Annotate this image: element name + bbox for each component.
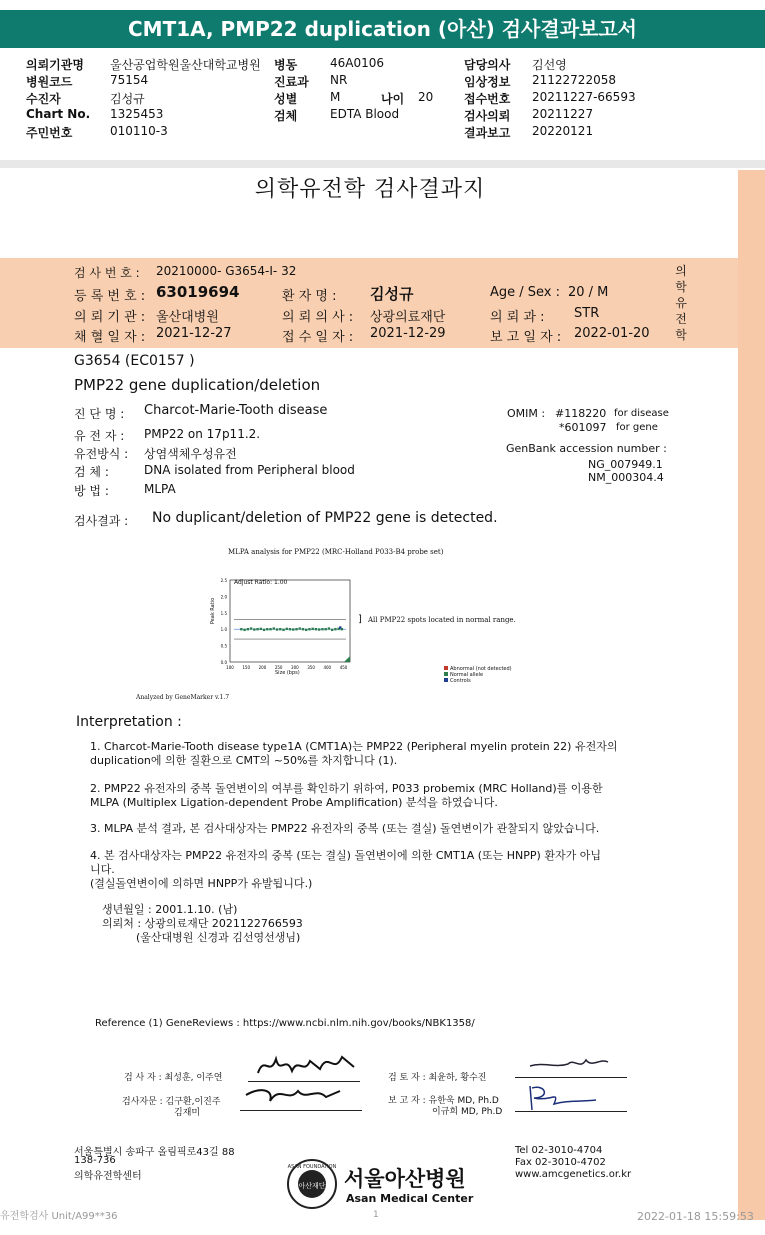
header-key: 의뢰기관명: [26, 58, 84, 72]
reporter-signature-icon: [520, 1080, 630, 1114]
specimen-label: 검 체 :: [74, 465, 109, 479]
x-tick-label: 250: [274, 665, 283, 670]
asan-seal-icon: [282, 1158, 342, 1210]
header-value: 46A0106: [330, 56, 385, 70]
header-info: [26, 56, 746, 141]
req-inst: 상광의료재단: [370, 310, 446, 325]
x-tick-label: 400: [323, 665, 332, 670]
exam-no-label: 검 사 번 호 :: [74, 266, 140, 280]
header-value: NR: [330, 73, 348, 87]
sig-line-4: [515, 1111, 627, 1112]
data-point: [331, 629, 333, 631]
address-1: 서울특별시 송파구 올림픽로43길 88: [74, 1147, 235, 1158]
specimen: DNA isolated from Peripheral blood: [144, 463, 355, 477]
data-point: [243, 629, 245, 631]
interp-1a: 1. Charcot-Marie-Tooth disease type1A (CMT1A)는 PMP22 (Peripheral myelin protein 22) 유전자의: [90, 740, 618, 753]
header-value: M: [330, 90, 341, 104]
genbank-1: NG_007949.1: [588, 458, 663, 471]
examiner-label: 검 사 자 : 최성훈, 이주연: [124, 1073, 223, 1083]
data-point: [302, 628, 304, 630]
header-value: EDTA Blood: [330, 107, 400, 121]
reference: Reference (1) GeneReviews : https://www.ncbi.nlm.nih.gov/books/NBK1358/: [95, 1018, 475, 1029]
draw-label: 채 혈 일 자 :: [74, 330, 146, 345]
birth-date: 생년월일 : 2001.1.10. (남): [102, 903, 238, 916]
side-char: 학: [675, 280, 687, 294]
header-value: 21122722058: [532, 73, 616, 87]
interp-2a: 2. PMP22 유전자의 중복 돌연변이의 여부를 확인하기 위하여, P033 probemix (MRC Holland)를 이용한: [90, 782, 603, 795]
header-value: 20211227: [532, 107, 594, 121]
patient-name: 김성규: [370, 285, 414, 303]
method-label: 방 법 :: [74, 484, 109, 498]
cosign-2: 김재미: [174, 1108, 201, 1118]
header-value: 20220121: [532, 124, 594, 138]
reviewer-label: 검 토 자 : 최윤하, 황수진: [388, 1073, 487, 1083]
data-point: [247, 628, 249, 630]
report-date: 2022-01-20: [574, 326, 650, 341]
gene: PMP22 on 17p11.2.: [144, 427, 261, 441]
seal-inner-text: 아산재단: [298, 1182, 326, 1190]
data-point: [334, 628, 336, 630]
header-value: 김성규: [110, 92, 145, 106]
x-tick-label: 150: [242, 665, 251, 670]
side-char: 의: [675, 264, 687, 278]
data-point: [266, 628, 268, 630]
header-key: 진료과: [274, 75, 309, 89]
agesex: 20 / M: [568, 285, 609, 300]
header-key: 결과보고: [464, 126, 511, 140]
data-point: [253, 628, 255, 630]
data-point: [286, 628, 288, 630]
x-tick-label: 100: [226, 665, 234, 670]
header-key: 나이: [381, 92, 405, 106]
data-point: [315, 628, 317, 630]
fax: Fax 02-3010-4702: [515, 1157, 606, 1168]
data-point: [324, 628, 326, 630]
bracket: ]: [358, 614, 362, 625]
req-org: 울산대병원: [156, 310, 219, 325]
header-key: 검사의뢰: [464, 109, 511, 123]
sig-line-3: [515, 1077, 627, 1078]
interp-2b: MLPA (Multiplex Ligation-dependent Probe Amplification) 분석을 하였습니다.: [90, 796, 498, 809]
recv-label: 접 수 일 자 :: [282, 330, 354, 345]
header-row: [26, 124, 746, 141]
data-point: [276, 628, 278, 630]
header-row: [26, 90, 746, 107]
interpretation-title: Interpretation :: [76, 714, 182, 730]
omim-gene-note: for gene: [616, 422, 658, 433]
omim-gene: *601097: [559, 421, 607, 434]
side-char: 전: [675, 312, 687, 326]
y-tick-label: 0.0: [220, 660, 227, 665]
report-title: CMT1A, PMP22 duplication (아산) 검사결과보고서: [0, 10, 765, 48]
legend-abnormal: Abnormal (not detected): [444, 666, 512, 672]
legend-controls: Controls: [444, 678, 512, 684]
side-label: [674, 263, 688, 343]
legend: [444, 666, 512, 684]
omim-disease: #118220: [555, 407, 607, 420]
x-tick-label: 350: [307, 665, 315, 670]
data-point: [312, 628, 314, 630]
legend-normal: Normal allele: [444, 672, 512, 678]
header-key: 담당의사: [464, 58, 511, 72]
header-value: 울산공업학원울산대학교병원: [110, 58, 261, 72]
y-axis-label: Peak Ratio: [210, 597, 217, 625]
report-label: 보 고 일 자 :: [490, 330, 562, 345]
y-tick-label: 1.0: [220, 627, 227, 633]
page-number: 1: [373, 1210, 379, 1220]
x-axis-label: Size (bps): [275, 670, 300, 676]
genbank-label: GenBank accession number :: [506, 442, 667, 455]
omim-disease-note: for disease: [614, 408, 669, 419]
data-point: [321, 628, 323, 630]
dept: STR: [574, 306, 600, 321]
cosign-label: 검사자문 : 김구환,이진주: [122, 1097, 221, 1107]
data-point: [289, 628, 291, 630]
diag-label: 진 단 명 :: [74, 407, 125, 421]
header-key: 접수번호: [464, 92, 511, 106]
header-value: 20211227-66593: [532, 90, 636, 104]
website: www.amcgenetics.or.kr: [515, 1169, 632, 1180]
exam-no: 20210000- G3654-I- 32: [156, 264, 297, 278]
reporter-label: 보 고 자 : 유한욱 MD, Ph.D: [388, 1096, 499, 1106]
diagnosis: Charcot-Marie-Tooth disease: [144, 403, 328, 418]
data-point: [263, 629, 265, 631]
header-row: [26, 56, 746, 73]
x-tick-label: 450: [339, 665, 348, 670]
agesex-label: Age / Sex :: [490, 285, 561, 300]
data-point: [256, 628, 258, 630]
draw-date: 2021-12-27: [156, 326, 232, 341]
reg-no-label: 등 록 번 호 :: [74, 289, 146, 304]
header-key: 병동: [274, 58, 298, 72]
side-stripe: [738, 170, 765, 1220]
interp-1b: duplication에 의한 질환으로 CMT의 ~50%를 차지합니다 (1).: [90, 754, 398, 767]
data-point: [279, 628, 281, 630]
data-point: [328, 627, 330, 629]
data-point: [318, 628, 320, 630]
side-char: 학: [675, 328, 687, 342]
result-label: 검사결과 :: [74, 514, 129, 528]
req-org-label: 의 뢰 기 관 :: [74, 310, 146, 325]
interp-3: 3. MLPA 분석 결과, 본 검사대상자는 PMP22 유전자의 중복 (또는 결실) 돌연변이가 관찰되지 않았습니다.: [90, 822, 600, 835]
interp-4b: 니다.: [90, 863, 115, 876]
recv-date: 2021-12-29: [370, 326, 446, 341]
data-point: [269, 628, 271, 630]
header-value: 김선영: [532, 58, 567, 72]
header-value: 1325453: [110, 107, 164, 121]
header-key: 임상정보: [464, 75, 511, 89]
dept-label: 의 뢰 과 :: [490, 310, 545, 325]
header-key: Chart No.: [26, 107, 91, 121]
figure-note: All PMP22 spots located in normal range.: [368, 616, 516, 624]
hospital-name-en: Asan Medical Center: [346, 1192, 474, 1205]
header-value: 010110-3: [110, 124, 168, 138]
header-key: 병원코드: [26, 75, 73, 89]
header-row: [26, 107, 746, 124]
y-tick-label: 2.0: [220, 594, 227, 600]
requester: 의뢰처 : 상광의료재단 2021122766593: [102, 917, 303, 930]
interp-4a: 4. 본 검사대상자는 PMP22 유전자의 중복 (또는 결실) 돌연변이에 의한 CMT1A (또는 HNPP) 환자가 아닙: [90, 849, 601, 862]
cosign-signature-icon: [240, 1075, 360, 1111]
document-title: 의학유전학 검사결과지: [254, 177, 486, 202]
x-tick-label: 200: [258, 665, 267, 670]
tel: Tel 02-3010-4704: [515, 1145, 603, 1156]
req-inst-label: 의 뢰 의 사 :: [282, 310, 354, 325]
figure-title: MLPA analysis for PMP22 (MRC-Holland P033-B4 probe set): [228, 548, 444, 556]
header-key: 성별: [274, 92, 298, 106]
result: No duplicant/deletion of PMP22 gene is detected.: [152, 510, 498, 526]
reg-no: 63019694: [156, 283, 240, 301]
y-tick-label: 2.5: [220, 578, 227, 583]
header-key: 검체: [274, 109, 298, 123]
adjust-ratio: Adjust Ratio: 1.00: [234, 579, 288, 586]
requester-2: (울산대병원 신경과 김선영선생님): [136, 931, 301, 944]
mlpa-chart: [200, 575, 360, 675]
test-code: G3654 (EC0157 ): [74, 353, 195, 369]
data-point: [295, 628, 297, 630]
y-tick-label: 1.5: [220, 610, 227, 616]
data-point: [282, 629, 284, 631]
unit-code: 유전학검사 Unit/A99**36: [0, 1211, 118, 1222]
gene-label: 유 전 자 :: [74, 429, 125, 443]
method: MLPA: [144, 482, 176, 496]
header-value: 75154: [110, 73, 149, 87]
inherit-label: 유전방식 :: [74, 447, 129, 461]
data-point: [273, 627, 275, 629]
reviewer-signature-icon: [520, 1050, 630, 1080]
hospital-name-kr: 서울아산병원: [344, 1167, 466, 1191]
genbank-2: NM_000304.4: [588, 471, 664, 484]
omim-label: OMIM :: [507, 407, 546, 420]
x-tick-label: 300: [291, 665, 299, 670]
chart-frame: [230, 580, 350, 662]
header-key: 수진자: [26, 92, 61, 106]
data-point: [308, 628, 310, 630]
analyzed-by: Analyzed by GeneMarker v.1.7: [136, 694, 230, 701]
header-key: 주민번호: [26, 126, 73, 140]
address-2: 138-736: [74, 1155, 116, 1166]
seal-ring-text: ASAN FOUNDATION: [287, 1164, 337, 1170]
reporter-2: 이규희 MD, Ph.D: [432, 1107, 503, 1117]
side-char: 유: [675, 296, 687, 310]
header-row: [26, 73, 746, 90]
separator: [0, 160, 765, 168]
sig-line-2: [240, 1110, 362, 1111]
data-point: [305, 629, 307, 631]
data-point: [250, 627, 252, 629]
data-point: [292, 628, 294, 630]
test-name: PMP22 gene duplication/deletion: [74, 376, 321, 394]
inheritance: 상염색체우성유전: [144, 447, 237, 461]
y-tick-label: 0.5: [220, 643, 227, 649]
data-point: [299, 627, 301, 629]
print-timestamp: 2022-01-18 15:59:53: [637, 1210, 754, 1223]
data-point: [260, 628, 262, 630]
data-point: [339, 626, 341, 628]
data-point: [240, 628, 242, 630]
header-value: 20: [418, 90, 434, 104]
address-3: 의학유전학센터: [74, 1171, 142, 1182]
patient-label: 환 자 명 :: [282, 289, 337, 304]
interp-4c: (결실돌연변이에 의하면 HNPP가 유발됩니다.): [90, 877, 313, 890]
